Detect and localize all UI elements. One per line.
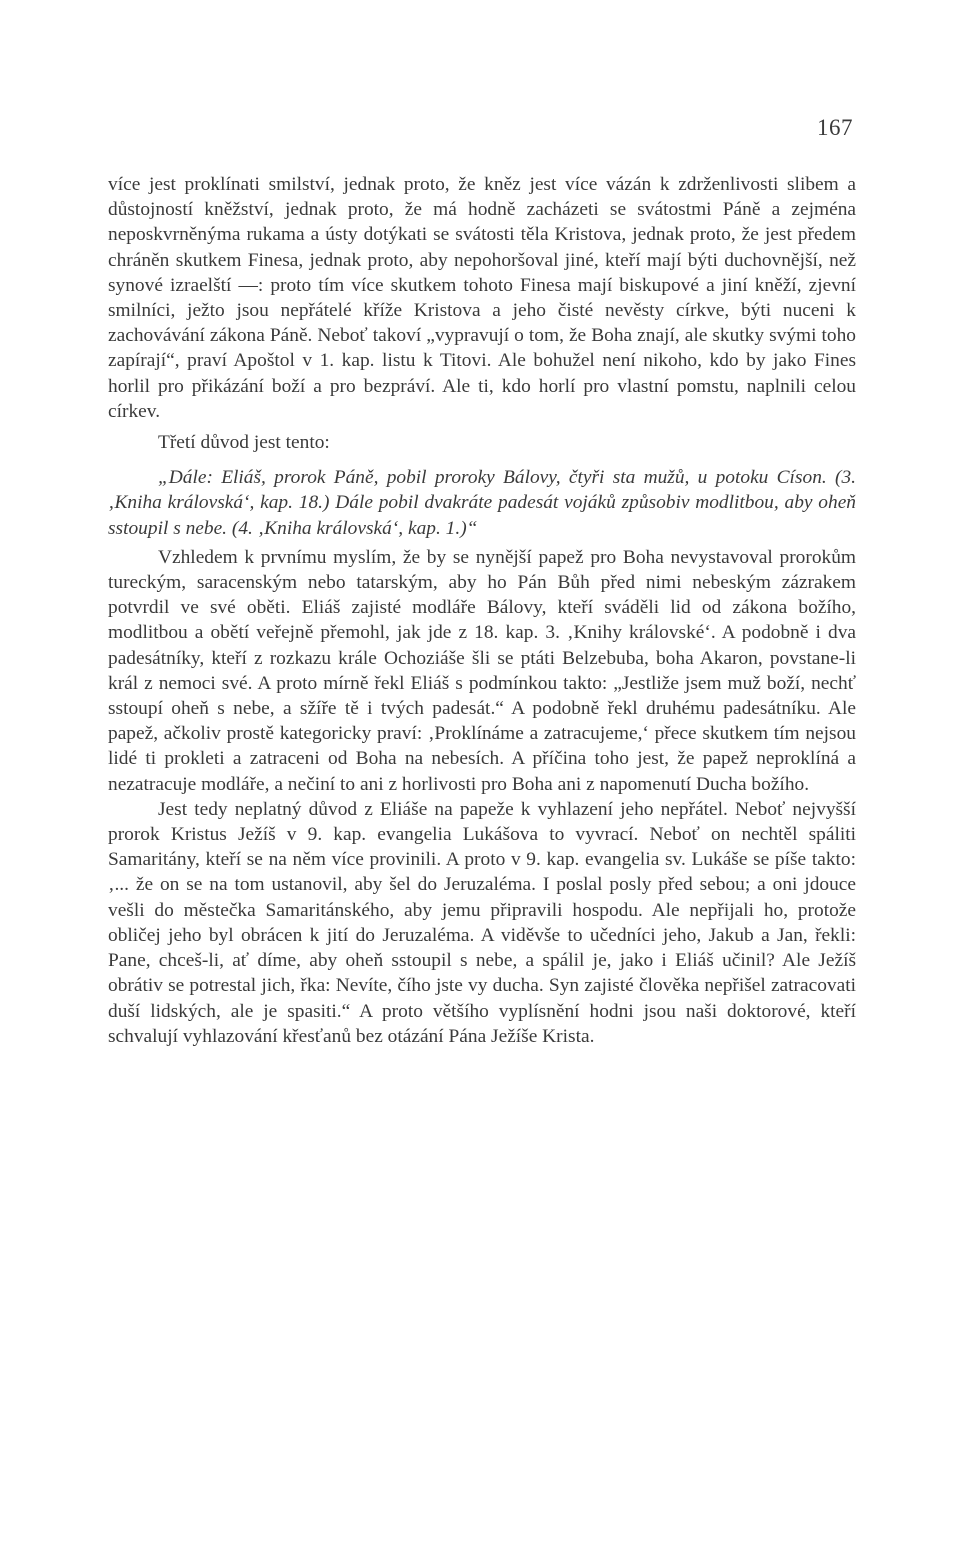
page-body xyxy=(108,172,856,1049)
paragraph-continuation: více jest proklínati smilství, jednak proto, že kněz jest více vázán k zdrženlivosti slibem a důstojností kněžství, jednak proto, že má hodně zacházeti se svátostmi Páně a zejména neposkvrněnýma rukama a ústy dotýkati se svátosti těla Kristova, jednak proto, že jest předem chráněn skutkem Finesa, jednak proto, aby nepohoršoval jiné, kteří mají býti duchovnější, než synové izraelští —: proto tím více skutkem tohoto Finesa mají biskupové a jiní kněží, zjevní smilníci, ježto jsou nepřátelé kříže Kristova a jeho čisté nevěsty církve, býti nuceni k zachovávání zákona Páně. Neboť takoví „vypravují o tom, že Boha znají, ale skutky svými toho zapírají“, praví Apoštol v 1. kap. listu k Titovi. Ale bohužel není nikoho, kdo by jako Fines horlil pro přikázání boží a pro bezpráví. Ale ti, kdo horlí pro vlastní pomstu, naplnili celou církev. xyxy=(108,174,856,422)
quoted-argument: „Dále: Eliáš, prorok Páně, pobil proroky Bálovy, čtyři sta mužů, u potoku Císon. (3. ‚Kniha královská‘, kap. 18.) Dále pobil dvakráte padesát vojáků způsobiv modlitbou, aby oheň sstoupil s nebe. (4. ‚Kniha královská‘, kap. 1.)“ xyxy=(108,467,856,539)
page-number: 167 xyxy=(817,115,853,140)
reason-heading: Třetí důvod jest tento: xyxy=(158,432,330,454)
paragraph-response: Vzhledem k prvnímu myslím, že by se nynější papež pro Boha nevystavoval prorokům tureckým, saracenským nebo tatarským, aby ho Pán Bůh před nimi nebeským zázrakem potvrdil ve své oběti. Eliáš zajisté modláře Bálovy, kteří sváděli lid od zákona božího, modlitbou a obětí veřejně přemohl, jak jde z 18. kap. 3. ‚Knihy královské‘. A podobně i dva padesátníky, kteří z rozkazu krále Ochoziáše šli se ptáti Belzebuba, boha Akaron, povstane-li král z nemoci své. A proto mírně řekl Eliáš s podmínkou takto: „Jestliže jsem muž boží, nechť sstoupí oheň s nebe, a sžíře tě i tvých padesát.“ A podobně řekl druhému padesátníku. Ale papež, ačkoliv prostě kategoricky praví: ‚Proklínáme a zatracujeme,‘ přece skutkem tím nejsou lidé ti prokleti a zatraceni od Boha na nebesích. A příčina toho jest, že papež neproklíná a nezatracuje modláře, a nečiní to ani z horlivosti pro Boha ani z napomenutí Ducha božího. xyxy=(108,546,856,795)
paragraph-conclusion: Jest tedy neplatný důvod z Eliáše na papeže k vyhlazení jeho nepřátel. Neboť nejvyšší prorok Kristus Ježíš v 9. kap. evangelia Lukášova to vyvrací. Neboť on nechtěl spáliti Samaritány, kteří se na něm více provinili. A proto v 9. kap. evangelia sv. Lukáše se píše takto: ‚... že on se na tom ustanovil, aby šel do Jeruzaléma. I poslal posly před sebou; a oni jdouce vešli do městečka Samaritánského, aby jemu připravili hospodu. Ale nepřijali ho, protože obličej jeho byl obrácen k jití do Jeruzaléma. A viděvše to učedníci jeho, Jakub a Jan, řekli: Pane, chceš-li, ať díme, aby oheň sstoupil s nebe, a spálil je, jako i Eliáš učinil? Ale Ježíš obrátiv se potrestal jich, řka: Nevíte, čího jste vy ducha. Syn zajisté člověka nepřišel zatracovati duší lidských, ale je spasiti.“ A proto většího vyplísnění hodni jsou naši doktorové, kteří schvalují vyhlazování křesťanů bez otázání Pána Ježíše Krista. xyxy=(108,798,856,1047)
